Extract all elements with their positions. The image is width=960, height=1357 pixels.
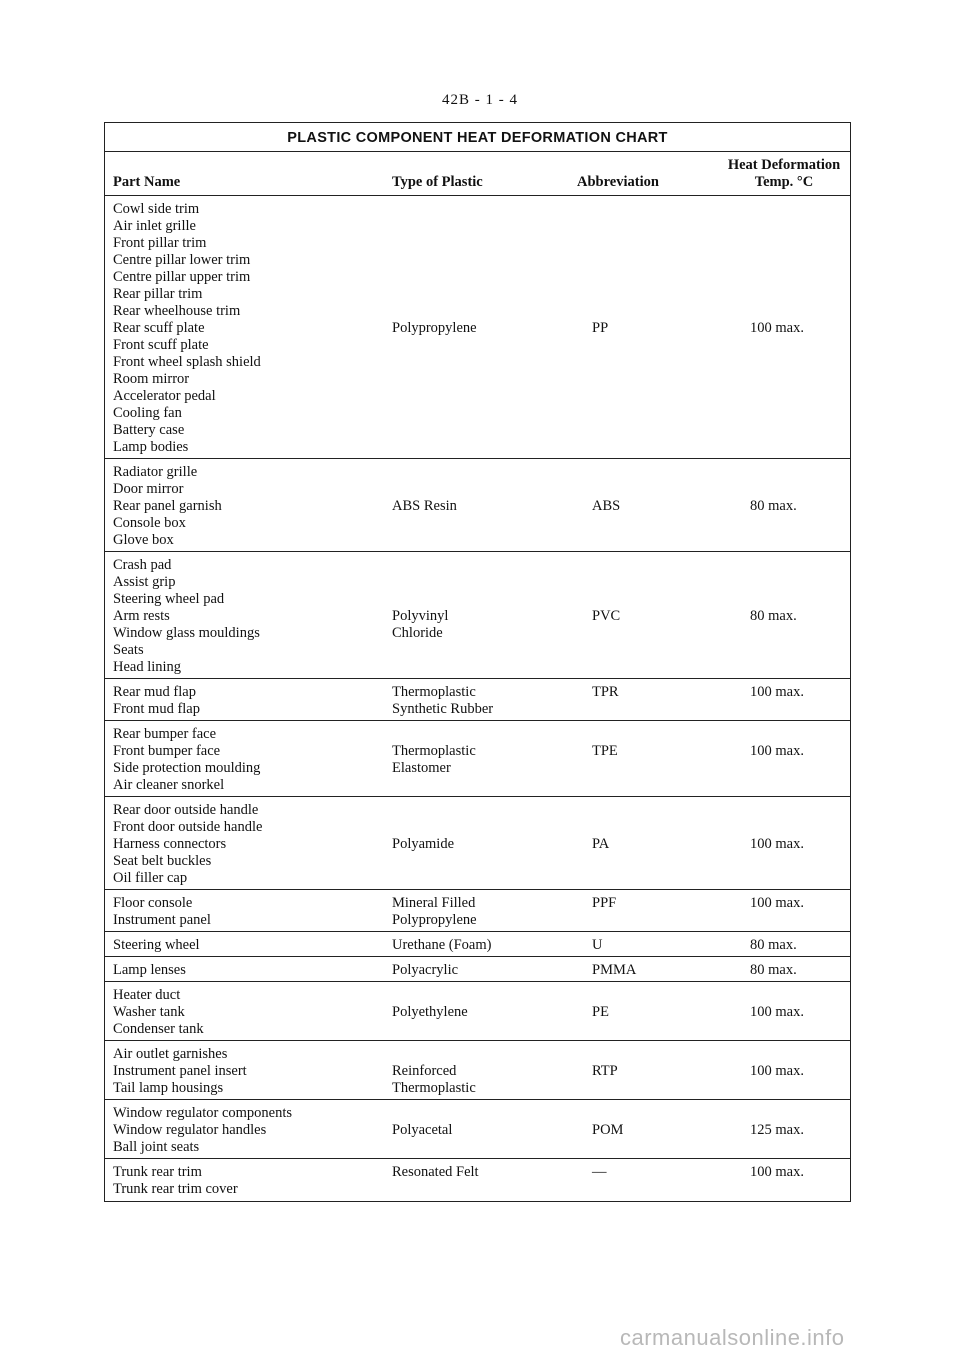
part-name: Rear mud flap (113, 684, 196, 700)
header-part-name: Part Name (113, 174, 181, 190)
part-name-list (113, 802, 262, 887)
heat-deformation-temp: 100 max. (750, 1063, 804, 1079)
part-name: Rear pillar trim (113, 286, 203, 302)
abbreviation: PE (592, 1004, 609, 1020)
part-name: Rear panel garnish (113, 498, 222, 514)
plastic-type-line: Mineral Filled (392, 895, 476, 911)
material-group (105, 459, 850, 552)
part-name: Battery case (113, 422, 185, 438)
plastic-type-line: Thermoplastic (392, 1080, 476, 1096)
part-name: Instrument panel (113, 912, 211, 928)
material-group (105, 721, 850, 797)
plastic-type (392, 684, 493, 718)
plastic-type (392, 320, 477, 337)
heat-deformation-temp: 80 max. (750, 498, 797, 514)
part-name: Centre pillar lower trim (113, 252, 251, 268)
part-name: Front bumper face (113, 743, 221, 759)
heat-deformation-chart (104, 122, 851, 1202)
part-name: Accelerator pedal (113, 388, 216, 404)
chart-title: PLASTIC COMPONENT HEAT DEFORMATION CHART (105, 123, 850, 152)
part-name-list (113, 464, 222, 549)
part-name: Front wheel splash shield (113, 354, 261, 370)
abbreviation: PPF (592, 895, 617, 911)
material-group (105, 552, 850, 679)
part-name-list (113, 201, 261, 456)
part-name-list (113, 895, 211, 929)
part-name: Room mirror (113, 371, 190, 387)
part-name: Seats (113, 642, 144, 658)
material-group (105, 1159, 850, 1201)
part-name: Steering wheel pad (113, 591, 225, 607)
part-name-list (113, 726, 260, 794)
part-name: Instrument panel insert (113, 1063, 247, 1079)
watermark: carmanualsonline.info (620, 1325, 845, 1350)
part-name: Heater duct (113, 987, 181, 1003)
part-name: Centre pillar upper trim (113, 269, 251, 285)
part-name: Rear wheelhouse trim (113, 303, 241, 319)
part-name-list (113, 1105, 292, 1156)
part-name: Air inlet grille (113, 218, 196, 234)
abbreviation: — (592, 1164, 607, 1180)
abbreviation: POM (592, 1122, 624, 1138)
material-group (105, 196, 850, 459)
part-name: Cowl side trim (113, 201, 200, 217)
part-name: Side protection moulding (113, 760, 261, 776)
part-name: Steering wheel (113, 937, 200, 953)
heat-deformation-temp: 100 max. (750, 1164, 804, 1180)
abbreviation: ABS (592, 498, 621, 514)
part-name: Front pillar trim (113, 235, 207, 251)
header-heat-deformation: Heat Deformation (727, 157, 841, 173)
part-name: Ball joint seats (113, 1139, 200, 1155)
part-name: Floor console (113, 895, 193, 911)
part-name: Front mud flap (113, 701, 200, 717)
plastic-type (392, 498, 457, 515)
part-name: Window glass mouldings (113, 625, 260, 641)
heat-deformation-temp: 100 max. (750, 743, 804, 759)
plastic-type (392, 743, 476, 777)
part-name-list (113, 962, 186, 979)
part-name: Rear bumper face (113, 726, 217, 742)
material-group (105, 932, 850, 957)
part-name: Crash pad (113, 557, 172, 573)
material-group (105, 890, 850, 932)
part-name: Arm rests (113, 608, 170, 624)
heat-deformation-temp: 100 max. (750, 320, 804, 336)
part-name: Air cleaner snorkel (113, 777, 225, 793)
part-name: Oil filler cap (113, 870, 188, 886)
material-group (105, 797, 850, 890)
heat-deformation-temp: 100 max. (750, 684, 804, 700)
part-name: Lamp bodies (113, 439, 189, 455)
part-name: Air outlet garnishes (113, 1046, 228, 1062)
part-name: Harness connectors (113, 836, 227, 852)
part-name-list (113, 1164, 238, 1198)
part-name-list (113, 684, 200, 718)
plastic-type (392, 608, 448, 642)
plastic-type-line: Urethane (Foam) (392, 937, 492, 953)
header-abbreviation: Abbreviation (577, 174, 659, 190)
chart-rows (105, 196, 850, 1201)
part-name: Washer tank (113, 1004, 185, 1020)
plastic-type-line: Thermoplastic (392, 743, 476, 759)
part-name-list (113, 937, 200, 954)
plastic-type (392, 1063, 476, 1097)
header-temp-unit: Temp. °C (754, 174, 814, 190)
abbreviation: TPR (592, 684, 619, 700)
part-name: Cooling fan (113, 405, 182, 421)
abbreviation: PVC (592, 608, 621, 624)
material-group (105, 1041, 850, 1100)
part-name: Assist grip (113, 574, 176, 590)
part-name-list (113, 557, 260, 676)
plastic-type (392, 1164, 479, 1181)
material-group (105, 982, 850, 1041)
abbreviation: TPE (592, 743, 618, 759)
plastic-type-line: Polyacetal (392, 1122, 453, 1138)
plastic-type (392, 962, 458, 979)
part-name-list (113, 1046, 247, 1097)
abbreviation: PA (592, 836, 610, 852)
part-name: Trunk rear trim (113, 1164, 202, 1180)
part-name: Front scuff plate (113, 337, 209, 353)
plastic-type-line: Polypropylene (392, 320, 477, 336)
abbreviation: RTP (592, 1063, 618, 1079)
plastic-type-line: Synthetic Rubber (392, 701, 494, 717)
part-name: Tail lamp housings (113, 1080, 224, 1096)
part-name: Door mirror (113, 481, 184, 497)
material-group (105, 679, 850, 721)
part-name: Rear scuff plate (113, 320, 205, 336)
plastic-type-line: ABS Resin (392, 498, 457, 514)
plastic-type (392, 1004, 468, 1021)
header-type-of-plastic: Type of Plastic (392, 174, 483, 190)
plastic-type-line: Resonated Felt (392, 1164, 479, 1180)
heat-deformation-temp: 80 max. (750, 962, 797, 978)
material-group (105, 1100, 850, 1159)
plastic-type-line: Thermoplastic (392, 684, 476, 700)
plastic-type (392, 895, 477, 929)
part-name: Rear door outside handle (113, 802, 259, 818)
part-name: Head lining (113, 659, 182, 675)
part-name: Lamp lenses (113, 962, 186, 978)
plastic-type-line: Polypropylene (392, 912, 477, 928)
page-number: 42B - 1 - 4 (442, 92, 518, 108)
plastic-type-line: Chloride (392, 625, 443, 641)
part-name: Window regulator handles (113, 1122, 267, 1138)
abbreviation: PP (592, 320, 609, 336)
part-name: Radiator grille (113, 464, 198, 480)
plastic-type-line: Polyvinyl (392, 608, 449, 624)
plastic-type-line: Reinforced (392, 1063, 457, 1079)
column-headers (105, 152, 850, 196)
plastic-type (392, 836, 454, 853)
plastic-type-line: Polyacrylic (392, 962, 459, 978)
heat-deformation-temp: 100 max. (750, 836, 804, 852)
heat-deformation-temp: 100 max. (750, 1004, 804, 1020)
heat-deformation-temp: 100 max. (750, 895, 804, 911)
part-name: Seat belt buckles (113, 853, 212, 869)
part-name: Console box (113, 515, 186, 531)
abbreviation: PMMA (592, 962, 637, 978)
plastic-type (392, 937, 491, 954)
part-name: Glove box (113, 532, 174, 548)
part-name: Front door outside handle (113, 819, 263, 835)
plastic-type-line: Elastomer (392, 760, 451, 776)
plastic-type-line: Polyethylene (392, 1004, 468, 1020)
part-name: Condenser tank (113, 1021, 204, 1037)
material-group (105, 957, 850, 982)
part-name: Window regulator components (113, 1105, 293, 1121)
plastic-type-line: Polyamide (392, 836, 455, 852)
heat-deformation-temp: 80 max. (750, 937, 797, 953)
heat-deformation-temp: 80 max. (750, 608, 797, 624)
part-name-list (113, 987, 204, 1038)
heat-deformation-temp: 125 max. (750, 1122, 804, 1138)
abbreviation: U (592, 937, 603, 953)
part-name: Trunk rear trim cover (113, 1181, 238, 1197)
plastic-type (392, 1122, 452, 1139)
